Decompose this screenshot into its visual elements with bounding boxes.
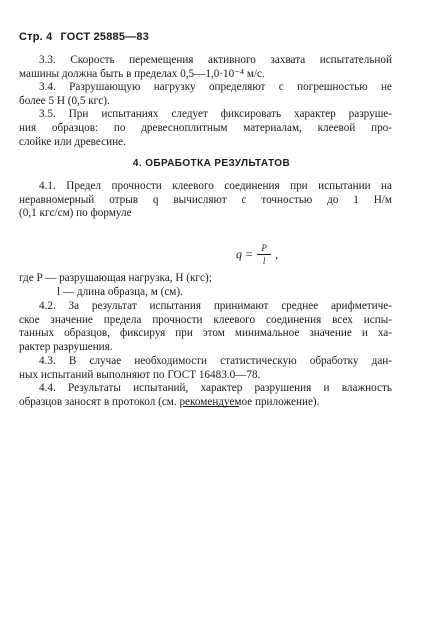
paragraph-line: танных образцов, фиксируя при этом минимальное значение и ха-: [19, 327, 392, 340]
paragraph-4-1: [19, 180, 392, 221]
paragraph-4-4: [19, 369, 392, 409]
legend-line: l — длина образца, м (см).: [57, 285, 183, 298]
paragraph-line: ных испытаний выполняют по ГОСТ 16483.0—78.: [19, 368, 261, 381]
paragraph-line: 4.1. Предел прочности клеевого соединения при испытании на: [39, 180, 392, 192]
paragraph-line: ское значение предела прочности клеевого соединения всех испы-: [19, 313, 392, 326]
paragraph-line: образцов заносят в протокол (см. рекомендуемое приложение).: [19, 395, 320, 408]
page-number: Стр. 4: [19, 31, 53, 43]
formula-numerator: P: [261, 243, 267, 253]
legend-line: где P — разрушающая нагрузка, Н (кгс);: [19, 272, 212, 284]
paragraph-line: 3.4. Разрушающую нагрузку определяют с погрешностью не: [39, 81, 392, 94]
paragraph-line: слойке или древесине.: [19, 135, 126, 148]
paragraph-line: 3.5. При испытаниях следует фиксировать характер разруше-: [39, 108, 392, 121]
paragraph-line: ния образцов: по древесноплитным материалам, клеевой про-: [19, 121, 392, 134]
paragraph-line: 4.2. За результат испытания принимают среднее арифметиче-: [39, 300, 392, 312]
paragraph-line: 4.4. Результаты испытаний, характер разрушения и влажность: [39, 382, 392, 394]
paragraph-3-4: [19, 81, 392, 108]
formula-legend: [19, 272, 392, 299]
paragraph-line: 3.3. Скорость перемещения активного захвата испытательной: [39, 54, 392, 66]
strength-formula: [236, 243, 278, 266]
paragraph-line: 4.3. В случае необходимости статистическую обработку дан-: [39, 355, 392, 367]
standard-number: ГОСТ 25885—83: [60, 31, 150, 43]
section-4-heading: 4. ОБРАБОТКА РЕЗУЛЬТАТОВ: [132, 158, 291, 169]
end-divider: [183, 406, 239, 407]
paragraph-line: более 5 Н (0,5 кгс).: [19, 94, 110, 107]
formula-fraction: [257, 243, 271, 266]
section-3-continuation: [19, 54, 392, 149]
paragraph-3-5: [19, 108, 392, 149]
paragraph-line: неравномерный отрыв q вычисляют с точностью до 1 Н/м: [19, 193, 392, 206]
paragraph-line: рактер разрушения.: [19, 340, 113, 353]
paragraph-line: (0,1 кгс/см) по формуле: [19, 207, 132, 220]
paragraph-line: машины должна быть в пределах 0,5—1,0·10⁻⁴ м/с.: [19, 67, 265, 80]
paragraph-4-2: [19, 300, 392, 354]
formula-tail: ,: [275, 247, 279, 261]
fraction-bar: [257, 254, 271, 255]
formula-lhs: q =: [236, 247, 254, 261]
page-header: [19, 31, 149, 43]
formula-denominator: l: [262, 256, 266, 266]
paragraph-3-3: [19, 54, 392, 81]
